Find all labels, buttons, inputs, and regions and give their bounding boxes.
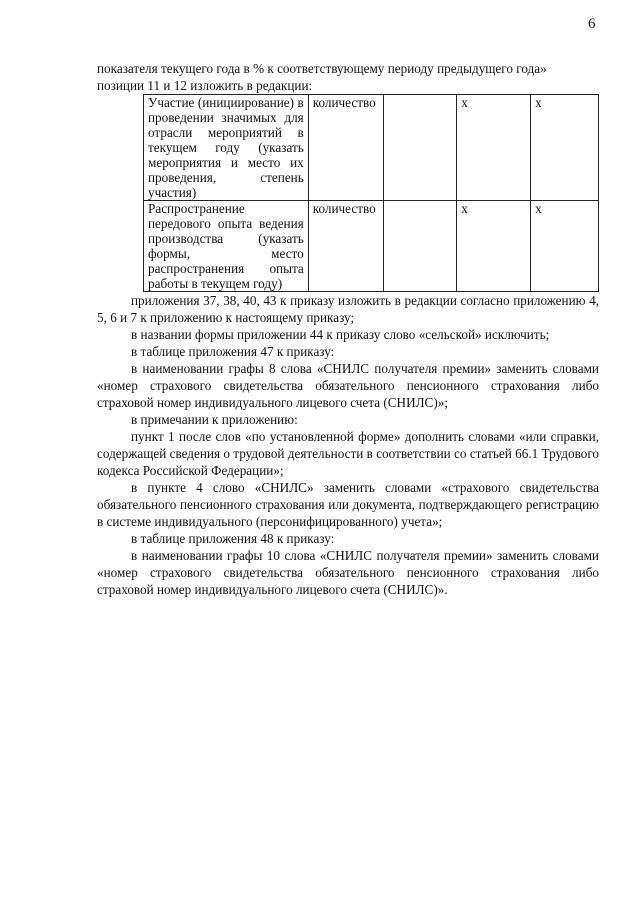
table-cell-x: x bbox=[457, 201, 531, 292]
table-cell-unit: количество bbox=[308, 95, 383, 201]
paragraph: в пункте 4 слово «СНИЛС» заменить словами «страхового свидетельства обязательного пенсионного страхования или документа, подтверждающего регистрацию в системе индивидуального (персонифицированного) учета»; bbox=[97, 480, 599, 529]
paragraph: в таблице приложения 47 к приказу: bbox=[131, 344, 335, 359]
table-cell-x: x bbox=[531, 201, 599, 292]
table-cell-empty bbox=[383, 95, 457, 201]
amendment-table bbox=[143, 94, 599, 292]
document-body bbox=[97, 60, 599, 598]
table-cell-x: x bbox=[457, 95, 531, 201]
table-cell-x: x bbox=[531, 95, 599, 201]
paragraph: в примечании к приложению: bbox=[131, 412, 298, 427]
paragraph: приложения 37, 38, 40, 43 к приказу изложить в редакции согласно приложению 4, 5, 6 и 7 к приложению к настоящему приказу; bbox=[97, 293, 599, 325]
page-number: 6 bbox=[588, 16, 596, 32]
table-row bbox=[144, 201, 599, 292]
table-row bbox=[144, 95, 599, 201]
paragraph: в наименовании графы 10 слова «СНИЛС получателя премии» заменить словами «номер страхового свидетельства обязательного пенсионного страхования либо страховой номер индивидуального лицевого счета (СНИЛС)». bbox=[97, 548, 599, 597]
paragraph: пункт 1 после слов «по установленной форме» дополнить словами «или справки, содержащей сведения о трудовой деятельности в соответствии со статьей 66.1 Трудового кодекса Российской Федерации»; bbox=[97, 429, 599, 478]
table-cell-unit: количество bbox=[308, 201, 383, 292]
paragraph: в таблице приложения 48 к приказу: bbox=[131, 531, 335, 546]
paragraph: в названии формы приложении 44 к приказу слово «сельской» исключить; bbox=[131, 327, 550, 342]
intro-line: показателя текущего года в % к соответствующему периоду предыдущего года» bbox=[97, 61, 547, 76]
table-cell-description: Распространение передового опыта ведения производства (указать формы, место распространения опыта работы в текущем году) bbox=[144, 201, 309, 292]
table-cell-empty bbox=[383, 201, 457, 292]
intro-line: позиции 11 и 12 изложить в редакции: bbox=[97, 78, 313, 93]
table-cell-description: Участие (инициирование) в проведении значимых для отрасли мероприятий в текущем году (указать мероприятия и место их проведения, степень участия) bbox=[144, 95, 309, 201]
paragraph: в наименовании графы 8 слова «СНИЛС получателя премии» заменить словами «номер страхового свидетельства обязательного пенсионного страхования либо страховой номер индивидуального лицевого счета (СНИЛС)»; bbox=[97, 361, 599, 410]
